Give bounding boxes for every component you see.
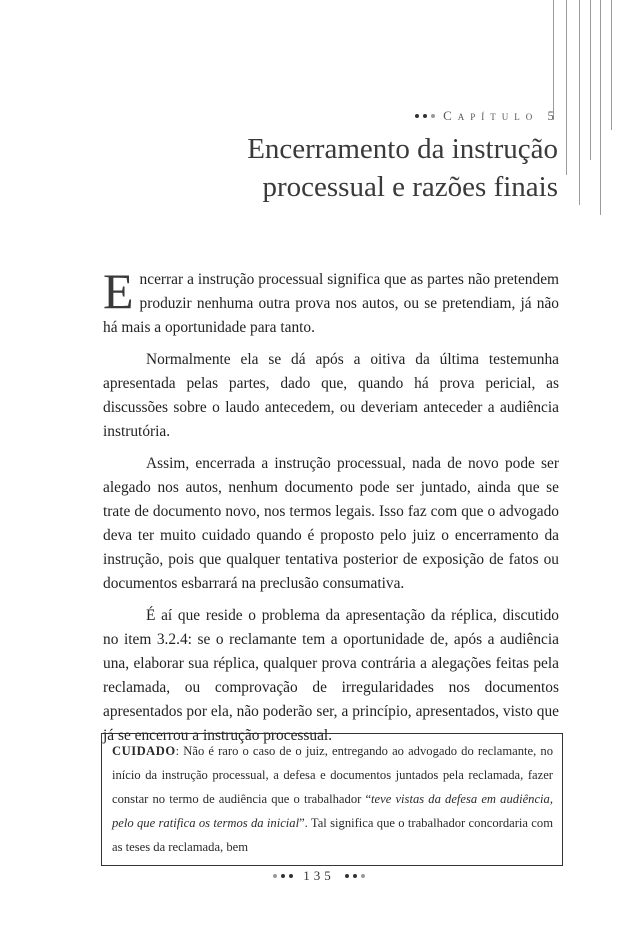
ornament-dots-icon <box>345 874 365 878</box>
chapter-number: Capítulo 5 <box>443 108 560 123</box>
decorative-rule <box>553 0 554 120</box>
caution-text-before: : Não é raro o caso de o juiz, entregando ao advogado do reclamante, no início da instrução processual, a defesa e documentos juntados pela reclamada, fazer constar no termo de audiência que o trabalhador “ <box>112 744 553 806</box>
page-footer <box>0 868 638 884</box>
chapter-title-line-2: processual e razões finais <box>262 171 558 203</box>
caution-quote: teve vistas da defesa em audiência, pelo que ratifica os termos da inicial <box>112 792 553 830</box>
caution-box <box>101 733 563 866</box>
paragraph-3: Assim, encerrada a instrução processual, nada de novo pode ser alegado nos autos, nenhum documento pode ser juntado, ainda que se trate de documento novo, nos termos legais. Isso faz com que o advogado deva ter muito cuidado quando é proposto pelo juiz o encerramento da instrução, pois que qualquer tentativa posterior de exposição de fatos ou documentos esbarrará na preclusão consumativa. <box>103 455 559 592</box>
chapter-label <box>415 108 560 124</box>
paragraph-2: Normalmente ela se dá após a oitiva da última testemunha apresentada pelas partes, dado que, quando há prova pericial, as discussões sobre o laudo antecedem, ou deveriam anteceder a audiência instrutória. <box>103 351 559 440</box>
chapter-title-line-1: Encerramento da instrução <box>247 133 558 165</box>
drop-cap: E <box>103 263 134 319</box>
paragraph-1-text: ncerrar a instrução processual significa que as partes não pretendem produzir nenhuma outra prova nos autos, ou se pretendiam, já não há mais a oportunidade para tanto. <box>103 271 559 336</box>
caution-label: CUIDADO <box>112 744 176 758</box>
ornament-dots-icon <box>273 874 293 878</box>
decorative-rule <box>611 0 612 130</box>
decorative-rule <box>600 0 601 215</box>
body-text <box>103 263 559 748</box>
paragraph-1 <box>103 263 559 340</box>
decorative-rule <box>566 0 567 175</box>
decorative-rule <box>590 0 591 160</box>
decorative-rule <box>579 0 580 205</box>
chapter-title <box>138 130 558 206</box>
ornament-dots-icon <box>415 114 435 118</box>
paragraph-4: É aí que reside o problema da apresentação da réplica, discutido no item 3.2.4: se o reclamante tem a oportunidade de, após a audiência una, elaborar sua réplica, qualquer prova contrária a alegações feitas pela reclamada, ou comprovação de irregularidades nos documentos apresentados por ela, não poderão ser, a princípio, apresentados, visto que já se encerrou a instrução processual. <box>103 607 559 744</box>
caution-text-after: ”. Tal significa que o trabalhador concordaria com as teses da reclamada, bem <box>112 816 553 854</box>
page-number: 135 <box>303 868 335 883</box>
